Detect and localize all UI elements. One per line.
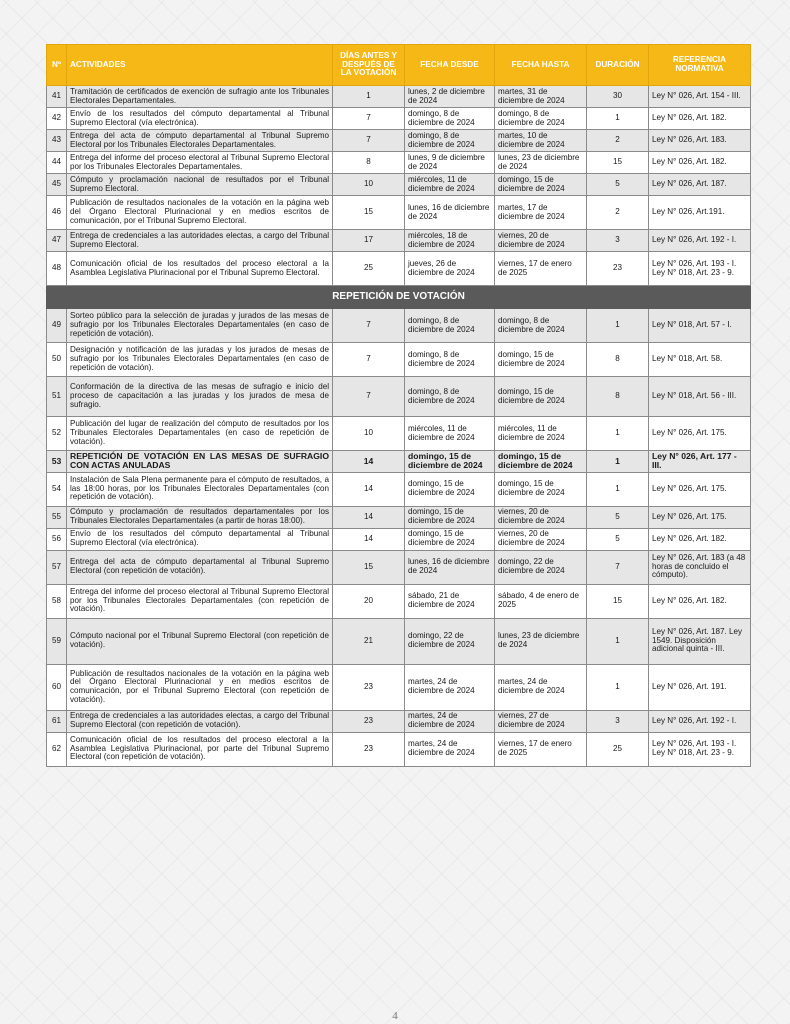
section-header-row [47, 286, 751, 309]
table-row [47, 86, 751, 108]
row-fecha-hasta: viernes, 20 de diciembre de 2024 [495, 528, 587, 550]
row-referencia: Ley N° 018, Art. 57 - I. [649, 309, 751, 343]
row-activity: Instalación de Sala Plena permanente para el cómputo de resultados, a las 18:00 horas, por los Tribunales Electorales Departamentales (con repetición de votación). [67, 472, 333, 506]
table-row [47, 451, 751, 473]
row-duracion: 15 [587, 584, 649, 618]
page-number: 4 [392, 1010, 398, 1022]
row-activity: Conformación de la directiva de las mesas de sufragio e inicio del proceso de capacitación a las juradas y los jurados de mesa de sufragio. [67, 377, 333, 417]
row-fecha-hasta: lunes, 23 de diciembre de 2024 [495, 618, 587, 664]
row-number: 60 [47, 664, 67, 710]
row-fecha-desde: domingo, 8 de diciembre de 2024 [405, 309, 495, 343]
table-row [47, 417, 751, 451]
row-duracion: 5 [587, 174, 649, 196]
row-activity: Entrega del acta de cómputo departamental al Tribunal Supremo Electoral (con repetición de votación). [67, 550, 333, 584]
row-duracion: 2 [587, 196, 649, 230]
row-referencia: Ley N° 026, Art. 187. Ley 1549. Disposición adicional quinta - III. [649, 618, 751, 664]
row-fecha-desde: martes, 24 de diciembre de 2024 [405, 710, 495, 732]
row-referencia: Ley N° 026, Art. 175. [649, 506, 751, 528]
table-row [47, 618, 751, 664]
row-number: 42 [47, 108, 67, 130]
row-dias: 14 [333, 528, 405, 550]
header-fecha-hasta: FECHA HASTA [495, 45, 587, 86]
row-number: 58 [47, 584, 67, 618]
row-activity: Cómputo nacional por el Tribunal Supremo Electoral (con repetición de votación). [67, 618, 333, 664]
row-duracion: 1 [587, 664, 649, 710]
table-row [47, 377, 751, 417]
row-activity: REPETICIÓN DE VOTACIÓN EN LAS MESAS DE SUFRAGIO CON ACTAS ANULADAS [67, 451, 333, 473]
row-duracion: 15 [587, 152, 649, 174]
row-duracion: 3 [587, 710, 649, 732]
row-activity: Tramitación de certificados de exención de sufragio ante los Tribunales Electorales Departamentales. [67, 86, 333, 108]
row-duracion: 1 [587, 618, 649, 664]
row-duracion: 1 [587, 451, 649, 473]
row-fecha-desde: martes, 24 de diciembre de 2024 [405, 732, 495, 766]
row-fecha-hasta: domingo, 22 de diciembre de 2024 [495, 550, 587, 584]
row-dias: 7 [333, 130, 405, 152]
row-dias: 7 [333, 108, 405, 130]
row-dias: 23 [333, 664, 405, 710]
row-activity: Comunicación oficial de los resultados del proceso electoral a la Asamblea Legislativa Plurinacional, por parte del Tribunal Supremo Electoral (con repetición de votación). [67, 732, 333, 766]
row-activity: Entrega del informe del proceso electoral al Tribunal Supremo Electoral por los Tribunales Electorales Departamentales. [67, 152, 333, 174]
row-number: 43 [47, 130, 67, 152]
row-activity: Envío de los resultados del cómputo departamental al Tribunal Supremo Electoral (vía electrónica). [67, 108, 333, 130]
row-fecha-desde: domingo, 15 de diciembre de 2024 [405, 506, 495, 528]
row-fecha-desde: lunes, 16 de diciembre de 2024 [405, 196, 495, 230]
row-dias: 15 [333, 550, 405, 584]
row-activity: Entrega del informe del proceso electoral al Tribunal Supremo Electoral por los Tribunales Electorales Departamentales (con repetición de votación). [67, 584, 333, 618]
row-number: 56 [47, 528, 67, 550]
table-row [47, 664, 751, 710]
row-fecha-hasta: domingo, 8 de diciembre de 2024 [495, 309, 587, 343]
header-num: Nº [47, 45, 67, 86]
schedule-document [46, 44, 750, 767]
row-fecha-desde: lunes, 16 de diciembre de 2024 [405, 550, 495, 584]
table-row [47, 174, 751, 196]
row-fecha-hasta: domingo, 15 de diciembre de 2024 [495, 343, 587, 377]
table-row [47, 230, 751, 252]
row-referencia: Ley N° 026, Art. 192 - I. [649, 230, 751, 252]
row-fecha-hasta: domingo, 15 de diciembre de 2024 [495, 174, 587, 196]
row-dias: 23 [333, 710, 405, 732]
row-activity: Publicación de resultados nacionales de la votación en la página web del Órgano Electoral Plurinacional y en medios escritos de comunicación, por el Tribunal Supremo Electoral (con repetición de votación). [67, 664, 333, 710]
row-number: 45 [47, 174, 67, 196]
table-row [47, 152, 751, 174]
row-activity: Entrega del acta de cómputo departamental al Tribunal Supremo Electoral por los Tribunales Electorales Departamentales. [67, 130, 333, 152]
row-fecha-hasta: miércoles, 11 de diciembre de 2024 [495, 417, 587, 451]
row-duracion: 1 [587, 108, 649, 130]
table-row [47, 196, 751, 230]
table-header-row [47, 45, 751, 86]
row-referencia: Ley N° 026, Art. 187. [649, 174, 751, 196]
row-duracion: 8 [587, 377, 649, 417]
row-referencia: Ley N° 026, Art. 182. [649, 528, 751, 550]
row-referencia: Ley N° 026, Art. 193 - I. Ley N° 018, Art. 23 - 9. [649, 252, 751, 286]
row-number: 44 [47, 152, 67, 174]
table-row [47, 584, 751, 618]
table-row [47, 252, 751, 286]
row-activity: Cómputo y proclamación de resultados departamentales por los Tribunales Electorales Departamentales (a partir de horas 18:00). [67, 506, 333, 528]
row-duracion: 2 [587, 130, 649, 152]
row-dias: 14 [333, 472, 405, 506]
row-fecha-desde: domingo, 8 de diciembre de 2024 [405, 130, 495, 152]
row-activity: Entrega de credenciales a las autoridades electas, a cargo del Tribunal Supremo Electoral (con repetición de votación). [67, 710, 333, 732]
table-row [47, 343, 751, 377]
row-duracion: 7 [587, 550, 649, 584]
row-activity: Sorteo público para la selección de juradas y jurados de las mesas de sufragio por los Tribunales Electorales Departamentales (en caso de repetición de votación). [67, 309, 333, 343]
row-fecha-hasta: domingo, 8 de diciembre de 2024 [495, 108, 587, 130]
row-activity: Entrega de credenciales a las autoridades electas, a cargo del Tribunal Supremo Electoral. [67, 230, 333, 252]
row-dias: 15 [333, 196, 405, 230]
row-number: 61 [47, 710, 67, 732]
header-referencia: REFERENCIA NORMATIVA [649, 45, 751, 86]
row-dias: 20 [333, 584, 405, 618]
row-fecha-hasta: lunes, 23 de diciembre de 2024 [495, 152, 587, 174]
row-dias: 25 [333, 252, 405, 286]
row-dias: 17 [333, 230, 405, 252]
row-fecha-desde: jueves, 26 de diciembre de 2024 [405, 252, 495, 286]
row-fecha-desde: domingo, 8 de diciembre de 2024 [405, 108, 495, 130]
table-row [47, 108, 751, 130]
row-fecha-desde: martes, 24 de diciembre de 2024 [405, 664, 495, 710]
row-fecha-desde: lunes, 9 de diciembre de 2024 [405, 152, 495, 174]
row-referencia: Ley N° 026, Art. 191. [649, 664, 751, 710]
row-number: 51 [47, 377, 67, 417]
row-referencia: Ley N° 026, Art. 182. [649, 152, 751, 174]
row-fecha-desde: miércoles, 11 de diciembre de 2024 [405, 417, 495, 451]
row-fecha-desde: lunes, 2 de diciembre de 2024 [405, 86, 495, 108]
row-number: 62 [47, 732, 67, 766]
row-referencia: Ley N° 026, Art. 183 (a 48 horas de concluido el cómputo). [649, 550, 751, 584]
row-fecha-hasta: martes, 24 de diciembre de 2024 [495, 664, 587, 710]
row-fecha-desde: miércoles, 18 de diciembre de 2024 [405, 230, 495, 252]
table-row [47, 528, 751, 550]
row-fecha-desde: domingo, 22 de diciembre de 2024 [405, 618, 495, 664]
row-number: 48 [47, 252, 67, 286]
row-referencia: Ley N° 018, Art. 56 - III. [649, 377, 751, 417]
row-fecha-hasta: martes, 17 de diciembre de 2024 [495, 196, 587, 230]
row-number: 55 [47, 506, 67, 528]
row-dias: 10 [333, 417, 405, 451]
table-row [47, 506, 751, 528]
row-activity: Comunicación oficial de los resultados del proceso electoral a la Asamblea Legislativa Plurinacional por el Tribunal Supremo Electoral. [67, 252, 333, 286]
row-number: 49 [47, 309, 67, 343]
row-fecha-hasta: viernes, 27 de diciembre de 2024 [495, 710, 587, 732]
row-fecha-desde: domingo, 15 de diciembre de 2024 [405, 528, 495, 550]
table-row [47, 130, 751, 152]
row-number: 41 [47, 86, 67, 108]
section-title: REPETICIÓN DE VOTACIÓN [47, 286, 751, 309]
schedule-table [46, 44, 751, 767]
row-duracion: 30 [587, 86, 649, 108]
header-fecha-desde: FECHA DESDE [405, 45, 495, 86]
row-duracion: 5 [587, 528, 649, 550]
row-dias: 1 [333, 86, 405, 108]
row-referencia: Ley N° 018, Art. 58. [649, 343, 751, 377]
table-row [47, 732, 751, 766]
row-dias: 21 [333, 618, 405, 664]
row-number: 52 [47, 417, 67, 451]
row-referencia: Ley N° 026, Art. 182. [649, 108, 751, 130]
row-fecha-desde: domingo, 8 de diciembre de 2024 [405, 377, 495, 417]
row-activity: Cómputo y proclamación nacional de resultados por el Tribunal Supremo Electoral. [67, 174, 333, 196]
row-referencia: Ley N° 026, Art. 177 - III. [649, 451, 751, 473]
row-dias: 14 [333, 451, 405, 473]
row-dias: 7 [333, 309, 405, 343]
row-fecha-hasta: sábado, 4 de enero de 2025 [495, 584, 587, 618]
row-duracion: 8 [587, 343, 649, 377]
row-referencia: Ley N° 026, Art. 183. [649, 130, 751, 152]
row-referencia: Ley N° 026, Art. 193 - I. Ley N° 018, Art. 23 - 9. [649, 732, 751, 766]
table-row [47, 550, 751, 584]
row-fecha-desde: domingo, 15 de diciembre de 2024 [405, 472, 495, 506]
row-activity: Publicación del lugar de realización del cómputo de resultados por los Tribunales Electorales Departamentales (en caso de repetición de votación). [67, 417, 333, 451]
row-duracion: 1 [587, 417, 649, 451]
row-number: 54 [47, 472, 67, 506]
row-number: 47 [47, 230, 67, 252]
table-row [47, 309, 751, 343]
row-referencia: Ley N° 026, Art. 175. [649, 472, 751, 506]
row-fecha-hasta: domingo, 15 de diciembre de 2024 [495, 377, 587, 417]
row-fecha-hasta: domingo, 15 de diciembre de 2024 [495, 451, 587, 473]
row-duracion: 1 [587, 309, 649, 343]
row-activity: Publicación de resultados nacionales de la votación en la página web del Órgano Electoral Plurinacional y en medios escritos de comunicación, por el Tribunal Supremo Electoral. [67, 196, 333, 230]
row-number: 57 [47, 550, 67, 584]
row-dias: 8 [333, 152, 405, 174]
row-referencia: Ley N° 026, Art. 182. [649, 584, 751, 618]
header-dias: DÍAS ANTES Y DESPUÉS DE LA VOTACIÓN [333, 45, 405, 86]
row-duracion: 5 [587, 506, 649, 528]
row-fecha-hasta: viernes, 17 de enero de 2025 [495, 252, 587, 286]
row-fecha-desde: miércoles, 11 de diciembre de 2024 [405, 174, 495, 196]
row-activity: Envío de los resultados del cómputo departamental al Tribunal Supremo Electoral (vía electrónica). [67, 528, 333, 550]
row-dias: 14 [333, 506, 405, 528]
row-referencia: Ley N° 026, Art. 175. [649, 417, 751, 451]
row-referencia: Ley N° 026, Art.191. [649, 196, 751, 230]
row-duracion: 25 [587, 732, 649, 766]
row-fecha-desde: domingo, 8 de diciembre de 2024 [405, 343, 495, 377]
row-fecha-hasta: viernes, 20 de diciembre de 2024 [495, 506, 587, 528]
row-dias: 23 [333, 732, 405, 766]
row-dias: 10 [333, 174, 405, 196]
row-fecha-hasta: domingo, 15 de diciembre de 2024 [495, 472, 587, 506]
row-number: 59 [47, 618, 67, 664]
row-activity: Designación y notificación de las juradas y los jurados de mesas de sufragio por los Tribunales Electorales Departamentales (en caso de repetición de votación). [67, 343, 333, 377]
row-fecha-desde: sábado, 21 de diciembre de 2024 [405, 584, 495, 618]
row-duracion: 3 [587, 230, 649, 252]
row-dias: 7 [333, 343, 405, 377]
header-duracion: DURACIÓN [587, 45, 649, 86]
row-number: 50 [47, 343, 67, 377]
row-dias: 7 [333, 377, 405, 417]
row-duracion: 1 [587, 472, 649, 506]
row-number: 46 [47, 196, 67, 230]
row-fecha-hasta: viernes, 20 de diciembre de 2024 [495, 230, 587, 252]
table-row [47, 710, 751, 732]
row-duracion: 23 [587, 252, 649, 286]
row-referencia: Ley N° 026, Art. 192 - I. [649, 710, 751, 732]
header-actividades: ACTIVIDADES [67, 45, 333, 86]
row-fecha-hasta: viernes, 17 de enero de 2025 [495, 732, 587, 766]
table-row [47, 472, 751, 506]
row-number: 53 [47, 451, 67, 473]
row-fecha-hasta: martes, 31 de diciembre de 2024 [495, 86, 587, 108]
row-referencia: Ley N° 026, Art. 154 - III. [649, 86, 751, 108]
row-fecha-desde: domingo, 15 de diciembre de 2024 [405, 451, 495, 473]
row-fecha-hasta: martes, 10 de diciembre de 2024 [495, 130, 587, 152]
